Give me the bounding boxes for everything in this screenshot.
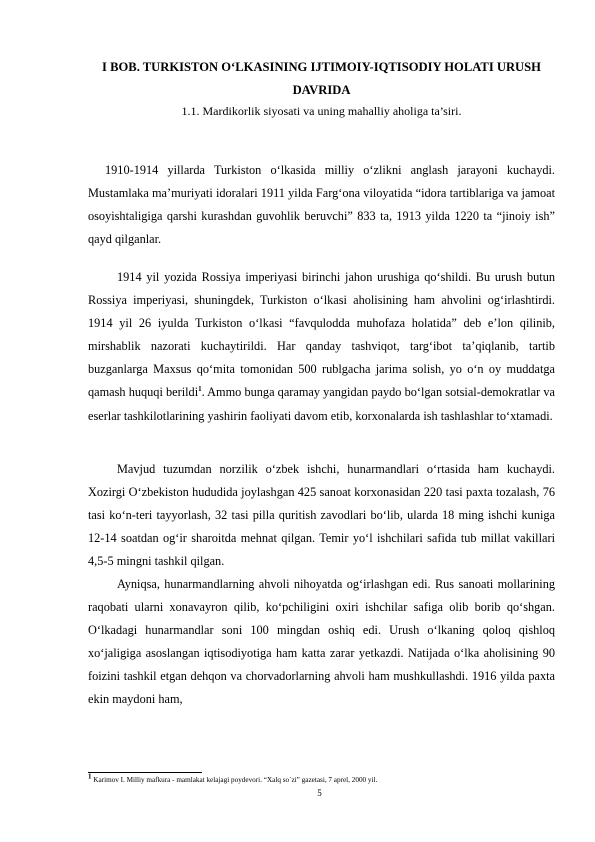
- footnote-marker: 1: [88, 772, 92, 781]
- paragraph-3: Mavjud tuzumdan norzilik o‘zbek ishchi, hunarmandlari o‘rtasida ham kuchaydi. Xozirgi O‘zbekiston hududida joylashgan 425 sanoat korxonasidan 220 tasi paxta tozalash, 76 tasi ko‘n-teri tayyorlash, 32 tasi pilla quritish zavodlari bo‘lib, ularda 18 ming ishchi kuniga 12-14 soatdan og‘ir sharoitda mehnat qilgan. Temir yo‘l ishchilari safida tub millat vakillari 4,5-5 mingni tashkil qilgan.: [88, 462, 555, 569]
- page-number: 5: [317, 788, 322, 798]
- chapter-title: I BOB. TURKISTON O‘LKASINING IJTIMOIY-IQTISODIY HOLATI URUSH DAVRIDA: [102, 60, 541, 97]
- paragraph-2: [88, 266, 555, 428]
- footnote-separator: [88, 772, 202, 773]
- paragraph-2-tail: . Ammo bunga qaramay yangidan paydo bo‘lgan sotsial-demokratlar va eserlar tashkilotlarining yashirin faoliyati davom etib, korxonalarda ish tashlashlar to‘xtamadi.: [88, 385, 555, 423]
- footnote-reference[interactable]: 1: [198, 385, 202, 394]
- section-subtitle: 1.1. Mardikorlik siyosati va uning mahalliy aholiga ta’siri.: [181, 104, 462, 118]
- paragraph-2-text: 1914 yil yozida Rossiya imperiyasi birinchi jahon urushiga qo‘shildi. Bu urush butun Rossiya imperiyasi, shuningdek, Turkiston o‘lkasi aholisining ham ahvolini og‘irlashtirdi. 1914 yil 26 iyulda Turkiston o‘lkasi “favqulodda muhofaza holatida” deb e’lon qilinib, mirshablik nazorati kuchaytirildi. Har qanday tashviqot, targ‘ibot ta’qiqlanib, tartib buzganlarga Maxsus qo‘mita tomonidan 500 rublgacha jarima solish, yo o‘n oy muddatga qamash huquqi berildi: [88, 270, 555, 400]
- footnote-text: Karimov I. Milliy mafkura - mamlakat kelajagi poydevori. “Xalq so`zi” gazetasi, 7 aprel, 2000 yil.: [91, 776, 378, 784]
- footnote: [88, 772, 555, 785]
- paragraph-4: Ayniqsa, hunarmandlarning ahvoli nihoyatda og‘irlashgan edi. Rus sanoati mollarining raqobati ularni xonavayron qilib, ko‘pchiligini oxiri ishchilar safiga olib borib qo‘shgan. O‘lkadagi hunarmandlar soni 100 mingdan oshiq edi. Urush o‘lkaning qoloq qishloq xo‘jaligiga asoslangan iqtisodiyotiga ham katta zarar yetkazdi. Natijada o‘lka aholisining 90 foizini tashkil etgan dehqon va chorvadorlarning ahvoli ham mushkullashdi. 1916 yilda paxta ekin maydoni ham,: [88, 577, 555, 707]
- paragraph-1: 1910-1914 yillarda Turkiston o‘lkasida milliy o‘zlikni anglash jarayoni kuchaydi. Mustamlaka ma’muriyati idoralari 1911 yilda Farg‘ona viloyatida “idora tartiblariga va jamoat osoyishtaligiga qarshi kurashdan guvohlik beruvchi” 833 ta, 1913 yilda 1220 ta “jinoiy ish” qayd qilganlar.: [88, 163, 555, 247]
